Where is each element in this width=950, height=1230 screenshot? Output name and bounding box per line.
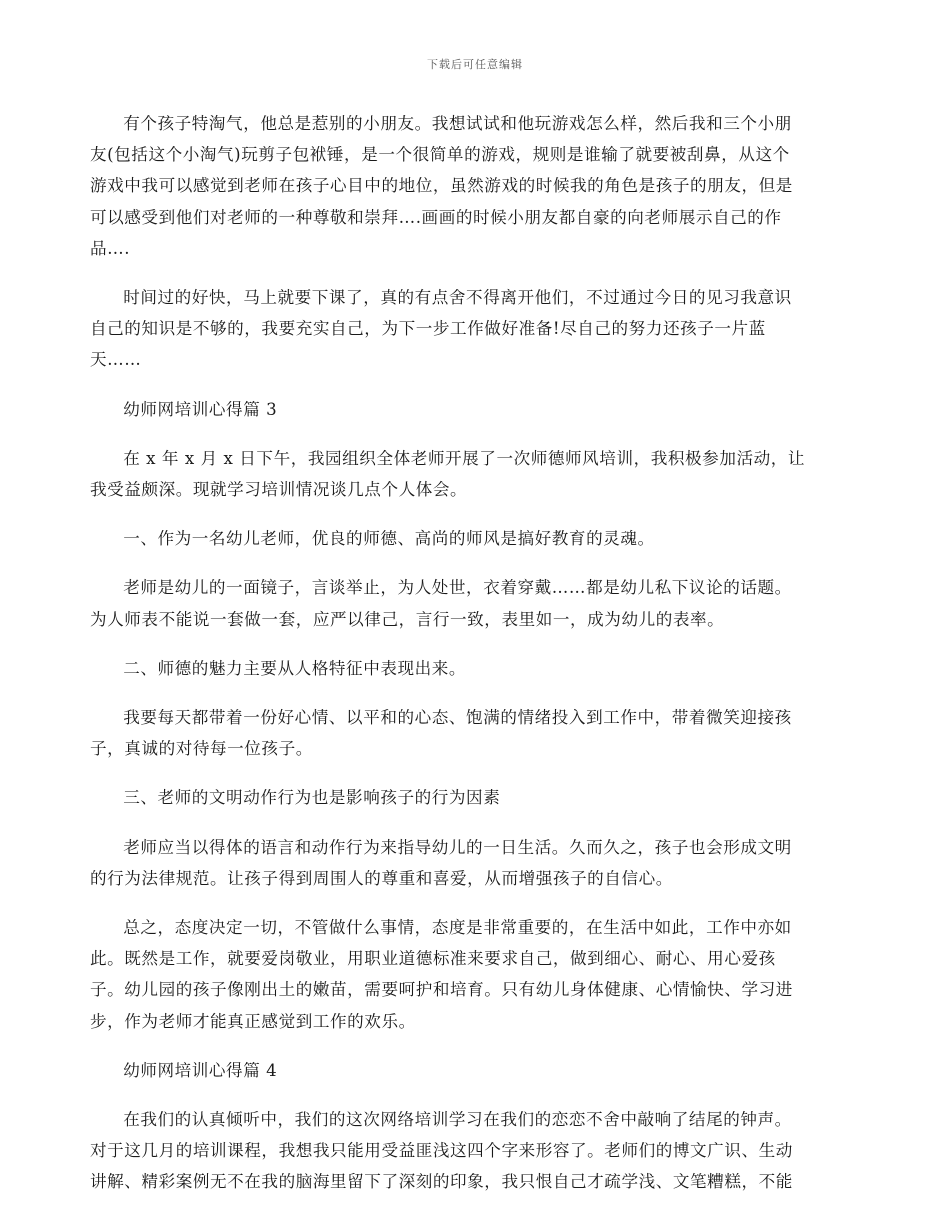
text-line: 品…. — [90, 238, 131, 258]
point-heading-1 — [90, 523, 862, 554]
paragraph-conclusion — [90, 912, 862, 1037]
page-header: 下载后可任意编辑 — [427, 58, 523, 71]
paragraph-online-training — [90, 1104, 862, 1198]
text-line: 天…… — [90, 350, 142, 370]
text-line: 在我们的认真倾听中，我们的这次网络培训学习在我们的恋恋不舍中敲响了结尾的钟声。 — [123, 1110, 792, 1130]
text-line: 在 x 年 x 月 x 日下午，我园组织全体老师开展了一次师德师风培训，我积极参加活动，让 — [123, 448, 806, 468]
text-line: 幼师网培训心得篇 4 — [123, 1060, 278, 1080]
text-line: 子。幼儿园的孩子像刚出土的嫩苗，需要呵护和培育。只有幼儿身体健康、心情愉快、学习进 — [90, 980, 793, 1000]
text-line: 步，作为老师才能真正感觉到工作的欢乐。 — [90, 1011, 416, 1031]
paragraph-point-2 — [90, 702, 862, 764]
text-line: 讲解、精彩案例无不在我的脑海里留下了深刻的印象，我只恨自己才疏学浅、文笔糟糕，不能 — [90, 1172, 793, 1192]
text-line: 一、作为一名幼儿老师，优良的师德、高尚的师风是搞好教育的灵魂。 — [123, 529, 655, 549]
text-line: 游戏中我可以感觉到老师在孩子心目中的地位，虽然游戏的时候我的角色是孩子的朋友，但是 — [90, 176, 793, 196]
section-heading-part-3 — [90, 394, 862, 425]
text-line: 子，真诚的对待每一位孩子。 — [90, 739, 313, 759]
text-line: 我受益颇深。现就学习培训情况谈几点个人体会。 — [90, 480, 468, 500]
paragraph-point-1 — [90, 572, 862, 634]
text-line: 我要每天都带着一份好心情、以平和的心态、饱满的情绪投入到工作中，带着微笑迎接孩 — [123, 708, 792, 728]
text-line: 的行为法律规范。让孩子得到周围人的尊重和喜爱，从而增强孩子的自信心。 — [90, 868, 673, 888]
text-line: 为人师表不能说一套做一套，应严以律己，言行一致，表里如一，成为幼儿的表率。 — [90, 609, 725, 629]
point-heading-2 — [90, 653, 862, 684]
text-line: 此。既然是工作，就要爱岗敬业，用职业道德标准来要求自己，做到细心、耐心、用心爱孩 — [90, 949, 776, 969]
text-line: 总之，态度决定一切，不管做什么事情，态度是非常重要的，在生活中如此，工作中亦如 — [123, 918, 792, 938]
paragraph-naughty-child — [90, 108, 862, 264]
text-line: 老师是幼儿的一面镜子，言谈举止，为人处世，衣着穿戴……都是幼儿私下议论的话题。 — [123, 578, 792, 598]
paragraph-training-intro — [90, 443, 862, 505]
text-line: 对于这几月的培训课程，我想我只能用受益匪浅这四个字来形容了。老师们的博文广识、生动 — [90, 1141, 793, 1161]
text-line: 幼师网培训心得篇 3 — [123, 399, 278, 419]
text-line: 有个孩子特淘气，他总是惹别的小朋友。我想试试和他玩游戏怎么样，然后我和三个小朋 — [123, 114, 792, 133]
text-line: 可以感受到他们对老师的一种尊敬和崇拜….画画的时候小朋友都自豪的向老师展示自己的作 — [90, 207, 782, 227]
paragraph-time-flies — [90, 282, 862, 376]
text-line: 三、老师的文明动作行为也是影响孩子的行为因素 — [123, 788, 501, 808]
text-line: 二、师德的魅力主要从人格特征中表现出来。 — [123, 658, 467, 678]
document-body — [90, 108, 862, 1216]
text-line: 时间过的好快，马上就要下课了，真的有点舍不得离开他们，不过通过今日的见习我意识 — [123, 288, 792, 308]
section-heading-part-4 — [90, 1055, 862, 1086]
text-line: 老师应当以得体的语言和动作行为来指导幼儿的一日生活。久而久之，孩子也会形成文明 — [123, 837, 792, 857]
text-line: 自己的知识是不够的，我要充实自己，为下一步工作做好准备!尽自己的努力还孩子一片蓝 — [90, 319, 766, 339]
text-line: 友(包括这个小淘气)玩剪子包袱锤，是一个很简单的游戏，规则是谁输了就要被刮鼻，从这个 — [90, 145, 790, 165]
paragraph-point-3 — [90, 832, 862, 894]
point-heading-3 — [90, 782, 862, 813]
